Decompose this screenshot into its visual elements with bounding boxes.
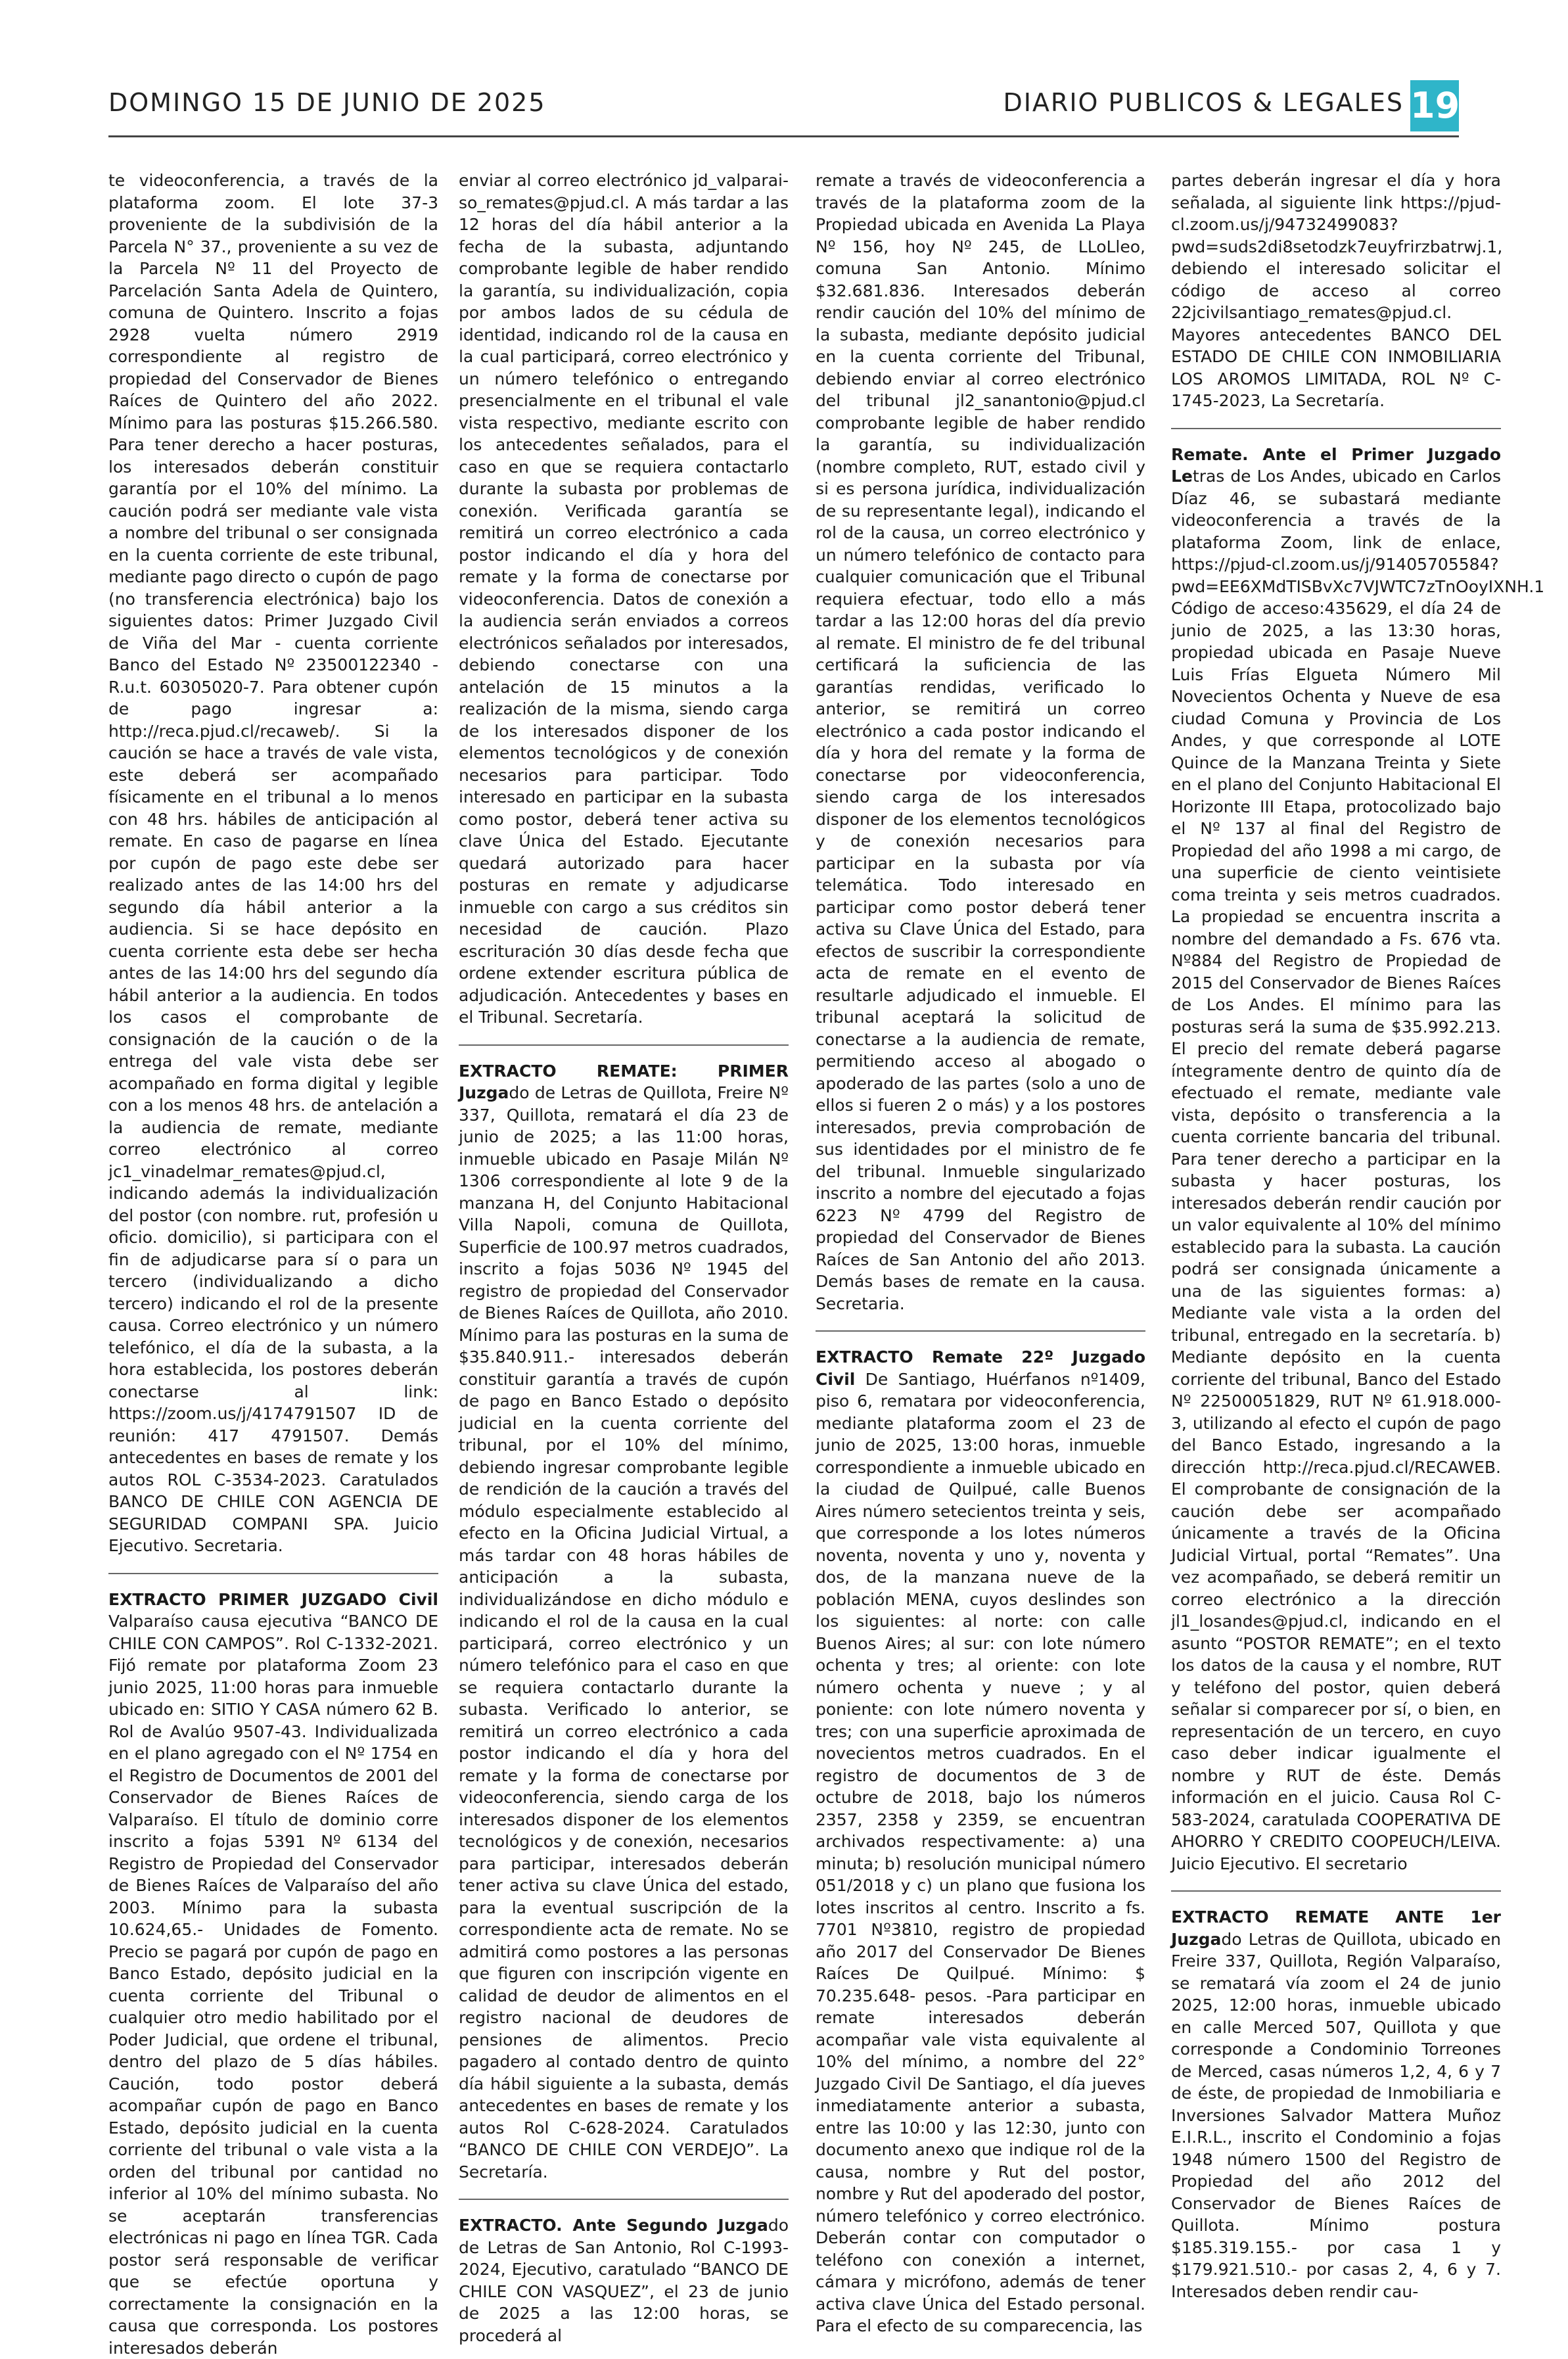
notice-text bbox=[1171, 444, 1501, 1875]
notice-body: tras de Los Andes, ubicado en Carlos Díaz 46, se subastará mediante videoconferencia a través de la plataforma Zoom, link de enlace, https://pjud-cl.zoom.us/j/91405705584?pwd=EE6XMdTISBvXc7VJWTC7zTnOoyIXNH.1 Código de acceso:435629, el día 24 de junio de 2025, a las 13:30 horas, propiedad ubicada en Pasaje Nueve Luis Frías Elgueta Número Mil Novecientos Ochenta y Nueve de esa ciudad Comuna y Provincia de Los Andes, y que corresponde al LOTE Quince de la Manzana Treinta y Siete en el plano del Conjunto Habitacional El Horizonte III Etapa, protocolizado bajo el Nº 137 al final del Registro de Propiedad del año 1998 a mi cargo, de una superficie de ciento veintisiete coma treinta y seis metros cuadrados. La propiedad se encuentra inscrita a nombre del demandado a Fs. 676 vta. Nº884 del Registro de Propiedad de 2015 del Conservador de Bienes Raíces de Los Andes. El mínimo para las posturas será la suma de $35.992.213. El precio del remate deberá pagarse íntegramente dentro de quinto día de efectuado el remate, mediante vale vista, depósito o transferencia a la cuenta corriente bancaria del tribunal. Para tener derecho a participar en la subasta y hacer posturas, los interesados deberán rendir caución por un valor equivalente al 10% del mínimo establecido para la subasta. La caución podrá ser consignada únicamente a una de las siguientes formas: a) Mediante vale vista a la orden del tribunal, entregado en la secretaría. b) Mediante depósito en la cuenta corriente del tribunal, Banco del Estado Nº 22500051829, RUT Nº 61.918.000-3, utilizando al efecto el cupón de pago del Banco Estado, ingresando a la dirección http://reca.pjud.cl/RECAWEB. El comprobante de consignación de la caución debe ser acompañado únicamente a través de la Oficina Judicial Virtual, portal “Remates”. Una vez acompañado, se deberá remitir un correo electrónico a la dirección jl1_losandes@pjud.cl, indicando en el asunto “POSTOR REMATE”; en el texto los datos de la causa y el nombre, RUT y teléfono del postor, quien deberá señalar si comparecer por sí, o bien, en representación de un tercero, en cuyo caso deber indicar igualmente el nombre y RUT de éste. Demás información en el juicio. Causa Rol C-583-2024, caratulada COOPERATIVA DE AHORRO Y CREDITO COOPEUCH/LEIVA. Juicio Ejecutivo. El secretario bbox=[1171, 467, 1544, 1873]
notice-body: do Letras de Quillota, ubicado en Freire 337, Quillota, Región Valparaíso, se rematará vía zoom el 24 de junio 2025, 12:00 horas, inmueble ubicado en calle Merced 507, Quillota y que corresponde a Condominio Torreones de Merced, casas números 1,2, 4, 6 y 7 de éste, de propiedad de Inmobiliaria e Inversiones Salvador Mattera Muñoz E.I.R.L., inscrito el Condominio a fojas 1948 número 1500 del Registro de Propiedad del año 2012 del Conservador de Bienes Raíces de Quillota. Mínimo postura $185.319.155.- por casa 1 y $179.921.510.- por casas 2, 4, 6 y 7. Interesados deben rendir cau- bbox=[1171, 1930, 1501, 2301]
notice-divider bbox=[459, 1044, 789, 1046]
text-column-1 bbox=[108, 170, 438, 2273]
notice-text bbox=[459, 170, 789, 1029]
issue-date: DOMINGO 15 DE JUNIO DE 2025 bbox=[108, 88, 546, 117]
notice-body: remate a través de videoconferencia a través de la plataforma zoom de la Propiedad ubicada en Avenida La Playa Nº 156, hoy Nº 245, de LLoLleo, comuna San Antonio. Mínimo $32.681.836. Interesados deberán rendir caución del 10% del mínimo de la subasta, mediante depósito judicial en la cuenta corriente del Tribunal, debiendo enviar al correo electrónico del tribunal jl2_sanantonio@pjud.cl comprobante legible de haber rendido la garantía, su individualización (nombre completo, RUT, estado civil y si es persona jurídica, individualización de su representante legal), indicando el rol de la causa, un correo electrónico y un número telefónico de contacto para cualquier comunicación que el Tribunal requiera efectuar, todo ello a más tardar a las 12:00 horas del día previo al remate. El ministro de fe del tribunal certificará la suficiencia de las garantías rendidas, verificado lo anterior, se remitirá un correo electrónico a cada postor indicando el día y hora del remate y la forma de conectarse por videoconferencia, siendo carga de los interesados disponer de los elementos tecnológicos y de conexión necesarios para participar en la subasta por vía telemática. Todo interesado en participar como postor deberá tener activa su Clave Única del Estado, para efectos de suscribir la correspondiente acta de remate en el evento de resultarle adjudicado el inmueble. El tribunal aceptará la solicitud de conectarse a la audiencia de remate, permitiendo acceso al abogado o apoderado de las partes (solo a uno de ellos si fueren 2 o más) y a los postores interesados, previa comprobación de sus identidades por el ministro de fe del tribunal. Inmueble singularizado inscrito a nombre del ejecutado a fojas 6223 Nº 4799 del Registro de propiedad del Conservador de Bienes Raíces de San Antonio del año 2013. Demás bases de remate en la causa. Secretaria. bbox=[816, 171, 1145, 1313]
notice-body: do de Letras de Quillota, Freire Nº 337, Quillota, rematará el día 23 de junio de 2025; a las 11:00 horas, inmueble ubicado en Pasaje Milán Nº 1306 correspondiente al lote 9 de la manzana H, del Conjunto Habitacional Villa Napoli, comuna de Quillota, Superficie de 100.97 metros cuadrados, inscrito a fojas 5036 Nº 1945 del registro de propiedad del Conservador de Bienes Raíces de Quillota, año 2010. Mínimo para las posturas en la suma de $35.840.911.- interesados deberán constituir garantía a través de cupón de pago en Banco Estado o depósito judicial en la cuenta corriente del tribunal, por el 10% del mínimo, debiendo ingresar comprobante legible de rendición de la caución a través del módulo especialmente establecido al efecto en la Oficina Judicial Virtual, a más tardar con 48 horas hábiles de anticipación a la subasta, individualizándose en dicho módulo e indicando el rol de la causa en la cual participará, correo electrónico y un número telefónico para el caso en que se requiera contactarlo durante la subasta. Verificado lo anterior, se remitirá un correo electrónico a cada postor indicando el día y hora del remate y la forma de conectarse por videoconferencia, siendo carga de los interesados disponer de los elementos tecnológicos y de conexión, necesarios para participar, interesados deberán tener activa su clave Única del estado, para la eventual suscripción de la correspondiente acta de remate. No se admitirá como postores a las personas que figuren con inscripción vigente en calidad de deudor de alimentos en el registro nacional de deudores de pensiones de alimentos. Precio pagadero al contado dentro de quinto día hábil siguiente a la subasta, demás antecedentes en bases de remate y los autos Rol C-628-2024. Caratulados “BANCO DE CHILE CON VERDEJO”. La Secretaría. bbox=[459, 1083, 789, 2182]
notice-text bbox=[108, 1589, 438, 2359]
notice-text bbox=[1171, 1906, 1501, 2302]
notice-text bbox=[816, 170, 1145, 1315]
notice-divider bbox=[1171, 428, 1501, 429]
notice-divider bbox=[1171, 1890, 1501, 1892]
notice-body: do de Letras de San Antonio, Rol C-1993-2024, Ejecutivo, caratulado “BANCO DE CHILE CON VASQUEZ”, el 23 de junio de 2025 a las 12:00 horas, se procederá al bbox=[459, 2216, 789, 2345]
notice-text bbox=[1171, 170, 1501, 412]
notice-text bbox=[459, 1060, 789, 2184]
notice-body: te videoconferencia, a través de la plataforma zoom. El lote 37-3 proveniente de la subdivisión de la Parcela N° 37., proveniente a su vez de la Parcela Nº 11 del Proyecto de Parcelación Santa Adela de Quintero, comuna de Quintero. Inscrito a fojas 2928 vuelta número 2919 correspondiente al registro de propiedad del Conservador de Bienes Raíces de Quintero del año 2022. Mínimo para las posturas $15.266.580. Para tener derecho a hacer posturas, los interesados deberán constituir garantía por el 10% del mínimo. La caución podrá ser mediante vale vista a nombre del tribunal o ser consignada en la cuenta corriente de este tribunal, mediante pago directo o cupón de pago (no transferencia electrónica) bajo los siguientes datos: Primer Juzgado Civil de Viña del Mar - cuenta corriente Banco del Estado Nº 23500122340 - R.u.t. 60305020-7. Para obtener cupón de pago ingresar a: http://reca.pjud.cl/recaweb/. Si la caución se hace a través de vale vista, este deberá ser acompañado físicamente en el tribunal a lo menos con 48 hrs. hábiles de anticipación al remate. En caso de pagarse en línea por cupón de pago este debe ser realizado antes de las 14:00 hrs del segundo día hábil anterior a la audiencia. Si se hace depósito en cuenta corriente esta debe ser hecha antes de las 14:00 hrs del segundo día hábil anterior a la audiencia. En todos los casos el comprobante de consignación de la caución o de la entrega del vale vista debe ser acompañado en forma digital y legible con a los menos 48 hrs. de antelación a la audiencia de remate, mediante correo electrónico al correo jc1_vinadelmar_remates@pjud.cl, indicando además la individualización del postor (con nombre. rut, profesión u oficio. domicilio), si participara con el fin de adjudicarse para sí o para un tercero (individualizando a dicho tercero) indicando el rol de la presente causa. Correo electrónico y un número telefónico, el día de la subasta, a la hora establecida, los postores deberán conectarse al link: https://zoom.us/j/4174791507 ID de reunión: 417 4791507. Demás antecedentes en bases de remate y los autos ROL C-3534-2023. Caratulados BANCO DE CHILE CON AGENCIA DE SEGURIDAD COMPANI SPA. Juicio Ejecutivo. Secretaria. bbox=[108, 171, 438, 1555]
notice-body: partes deberán ingresar el día y hora señalada, al siguiente link https://pjud-cl.zoom.us/j/94732499083?pwd=suds2di8setodzk7euyfrirzbatrwj.1, debiendo el interesado solicitar el código de acceso al correo 22jcivilsantiago_remates@pjud.cl. Mayores antecedentes BANCO DEL ESTADO DE CHILE CON INMOBILIARIA LOS AROMOS LIMITADA, ROL Nº C-1745-2023, La Secretaría. bbox=[1171, 171, 1502, 410]
notice-body: enviar al correo electrónico jd_valparai-so_remates@pjud.cl. A más tardar a las 12 horas del día hábil anterior a la fecha de la subasta, adjuntando comprobante legible de haber rendido la garantía, su individualización, copia por ambos lados de su cédula de identidad, indicando rol de la causa en la cual participará, correo electrónico y un número telefónico o entregando presencialmente en el tribunal el vale vista respectivo, mediante escrito con los antecedentes señalados, para el caso en que se requiera contactarlo durante la subasta por problemas de conexión. Verificada garantía se remitirá un correo electrónico a cada postor indicando el día y hora del remate y la forma de conectarse por videoconferencia. Datos de conexión a la audiencia serán enviados a correos electrónicos señalados por interesados, debiendo conectarse con una antelación de 15 minutos a la realización de la misma, siendo carga de los interesados disponer de los elementos tecnológicos y de conexión necesarios para participar. Todo interesado en participar en la subasta como postor, deberá tener activa su clave Única del Estado. Ejecutante quedará autorizado para hacer posturas en remate y adjudicarse inmueble con cargo a sus créditos sin necesidad de caución. Plazo escrituración 30 días desde fecha que ordene extender escritura pública de adjudicación. Antecedentes y bases en el Tribunal. Secretaría. bbox=[459, 171, 789, 1027]
notice-body: Valparaíso causa ejecutiva “BANCO DE CHILE CON CAMPOS”. Rol C-1332-2021. Fijó remate por plataforma Zoom 23 junio 2025, 11:00 horas para inmueble ubicado en: SITIO Y CASA número 62 B. Rol de Avalúo 9507-43. Individualizada en el plano agregado con el Nº 1754 en el Registro de Documentos de 2001 del Conservador de Bienes Raíces de Valparaíso. El título de dominio corre inscrito a fojas 5391 Nº 6134 del Registro de Propiedad del Conservador de Bienes Raíces de Valparaíso del año 2003. Mínimo para la subasta 10.624,65.- Unidades de Fomento. Precio se pagará por cupón de pago en Banco Estado, depósito judicial en la cuenta corriente del Tribunal o cualquier otro medio habilitado por el Poder Judicial, que ordene el tribunal, dentro del plazo de 5 días hábiles. Caución, todo postor deberá acompañar cupón de pago en Banco Estado, depósito judicial en la cuenta corriente del tribunal o vale vista a la orden del tribunal por cantidad no inferior al 10% del mínimo subasta. No se aceptarán transferencias electrónicas ni pago en línea TGR. Cada postor será responsable de verificar que se efectúe oportuna y correctamente la consignación en la causa que correspondа. Los postores interesados deberán bbox=[108, 1612, 438, 2358]
text-column-3 bbox=[816, 170, 1145, 2273]
notice-heading: EXTRACTO Remate 22º Juzgado Civil bbox=[816, 1347, 1145, 1389]
notice-heading: EXTRACTO. Ante Segundo Juzga bbox=[459, 2216, 768, 2235]
notice-text bbox=[108, 170, 438, 1557]
notice-heading: EXTRACTO PRIMER JUZGADO Civil bbox=[108, 1590, 438, 1609]
page-header bbox=[108, 78, 1459, 145]
text-column-4 bbox=[1171, 170, 1501, 2273]
notice-text bbox=[816, 1346, 1145, 2337]
notice-heading: EXTRACTO REMATE ANTE 1er Juzga bbox=[1171, 1907, 1501, 1949]
page-number-badge: 19 bbox=[1410, 80, 1459, 131]
notice-divider bbox=[459, 2199, 789, 2200]
notice-heading: Remate. Ante el Primer Juzgado Le bbox=[1171, 445, 1501, 486]
publication-title: DIARIO PUBLICOS & LEGALES bbox=[1003, 88, 1404, 117]
header-rule bbox=[108, 135, 1459, 137]
notice-heading: EXTRACTO REMATE: PRIMER Juzga bbox=[459, 1062, 789, 1103]
notice-divider bbox=[816, 1330, 1145, 1332]
text-column-2 bbox=[459, 170, 789, 2273]
notice-body: De Santiago, Huérfanos nº1409, piso 6, rematara por videoconferencia, mediante plataforma zoom el 23 de junio de 2025, 13:00 horas, inmueble correspondiente a inmueble ubicado en la ciudad de Quilpué, calle Buenos Aires número setecientos treinta y seis, que corresponde a los lotes números noventa, noventa y uno y, noventa y dos, de la manzana nueve de la población MENA, cuyos deslindes son los siguientes: al norte: con calle Buenos Aires; al sur: con lote número ochenta y tres; al oriente: con lote número ochenta y nueve ; y al poniente: con lote número noventa y tres; con una superficie aproximada de novecientos metros cuadrados. En el registro de documentos de 3 de octubre de 2018, bajo los números 2357, 2358 y 2359, se encuentran archivados respectivamente: a) una minuta; b) resolución municipal número 051/2018 y c) un plano que fusiona los lotes inscritos al centro. Inscrito a fs. 7701 Nº3810, registro de propiedad año 2017 del Conservador De Bienes Raíces De Quilpué. Mínimo: $ 70.235.648- pesos. -Para participar en remate interesados deberán acompañar vale vista equivalente al 10% del mínimo, a nombre del 22° Juzgado Civil De Santiago, el día jueves inmediatamente anterior a subasta, entre las 10:00 y las 12:30, junto con documento anexo que indique rol de la causa, nombre y Rut del postor, nombre y Rut del apoderado del postor, número telefónico y correo electrónico. Deberán contar con computador o teléfono con conexión a internet, cámara y micrófono, además de tener activa clave Única del Estado personal. Para el efecto de su comparecencia, las bbox=[816, 1370, 1145, 2336]
notice-divider bbox=[108, 1573, 438, 1574]
notice-text bbox=[459, 2214, 789, 2347]
